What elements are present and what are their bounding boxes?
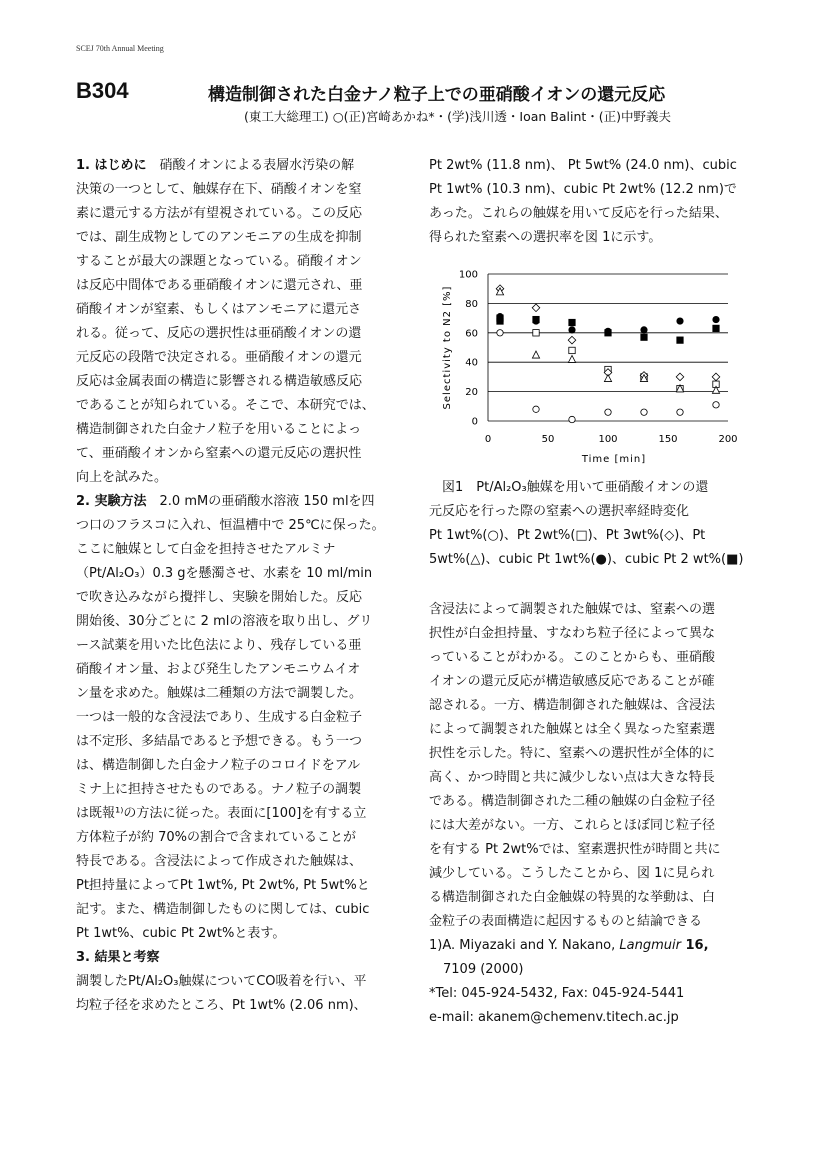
- data-point-circle-open: [569, 416, 575, 422]
- text-line: 決策の一つとして、触媒存在下、硝酸イオンを窒: [76, 182, 362, 197]
- data-point-diamond-open: [676, 373, 684, 381]
- caption-line: 図1 Pt/Al₂O₃触媒を用いて亜硝酸イオンの還: [429, 480, 709, 495]
- left-column: [76, 154, 408, 1018]
- text-line: 硝酸イオンが窒素、もしくはアンモニアに還元さ: [76, 302, 362, 317]
- sec2-first-line: [76, 490, 408, 514]
- data-point-square-filled: [677, 337, 683, 343]
- reference-line: [429, 934, 755, 958]
- text-line: である。構造制御された二種の触媒の白金粒子径: [429, 794, 716, 809]
- text-line: 減少している。こうしたことから、図 1に見られ: [429, 866, 715, 881]
- data-point-triangle-open: [568, 355, 575, 362]
- data-point-square-filled: [605, 330, 611, 336]
- text-line: 硝酸イオン量、および発生したアンモニウムイオ: [76, 662, 361, 677]
- text-line: することが最大の課題となっている。硝酸イオン: [76, 254, 362, 269]
- text-line: る構造制御された白金触媒の特異的な挙動は、白: [429, 890, 716, 905]
- y-tick-label: 20: [465, 387, 478, 399]
- data-point-circle-filled: [641, 327, 647, 333]
- text-line: 均粒子径を求めたところ、Pt 1wt% (2.06 nm)、: [76, 998, 367, 1013]
- data-point-square-filled: [569, 319, 575, 325]
- text-line: 含浸法によって調製された触媒では、窒素への選: [429, 602, 716, 617]
- data-point-square-filled: [641, 334, 647, 340]
- contact-email: e-mail: akanem@chemenv.titech.ac.jp: [429, 1010, 679, 1025]
- text-line: ミナ上に担持させたものである。ナノ粒子の調製: [76, 782, 362, 797]
- text-line: 調製したPt/Al₂O₃触媒についてCO吸着を行い、平: [76, 974, 367, 989]
- text-line: 向上を試みた。: [76, 470, 168, 485]
- data-point-triangle-open: [604, 375, 611, 382]
- figure-caption: [429, 476, 755, 572]
- text-line: で吹き込みながら攪拌し、実験を開始した。反応: [76, 590, 363, 605]
- text-line: Pt担持量によってPt 1wt%, Pt 2wt%, Pt 5wt%と: [76, 878, 370, 893]
- text-line: は既報¹⁾の方法に従った。表面に[100]を有する立: [76, 806, 367, 821]
- caption-line: Pt 1wt%(○)、Pt 2wt%(□)、Pt 3wt%(◇)、Pt: [429, 528, 706, 543]
- data-point-circle-open: [533, 406, 539, 412]
- text-line: 開始後、30分ごとに 2 mlの溶液を取り出し、グリ: [76, 614, 373, 629]
- y-tick-label: 60: [465, 328, 478, 340]
- text-line: イオンの還元反応が構造敏感反応であることが確: [429, 674, 715, 689]
- text-line: 方体粒子が約 70%の割合で含まれていることが: [76, 830, 357, 845]
- text-line: ここに触媒として白金を担持させたアルミナ: [76, 542, 336, 557]
- text-line: ン量を求めた。触媒は二種類の方法で調製した。: [76, 686, 363, 701]
- text-line: Pt 1wt% (10.3 nm)、cubic Pt 2wt% (12.2 nm)で: [429, 182, 737, 197]
- text-line: であることが知られている。そこで、本研究では、: [76, 398, 375, 413]
- data-point-circle-filled: [677, 318, 683, 324]
- text-line: っていることがわかる。このことからも、亜硝酸: [429, 650, 716, 665]
- text-line: あった。これらの触媒を用いて反応を行った結果、: [429, 206, 728, 221]
- paper-title: 構造制御された白金ナノ粒子上での亜硝酸イオンの還元反応: [208, 85, 666, 105]
- y-axis-label: Selectivity to N2 [%]: [442, 285, 453, 410]
- text-line: 得られた窒素への選択率を図 1に示す。: [429, 230, 662, 245]
- y-tick-label: 100: [458, 269, 478, 281]
- x-tick-label: 200: [718, 434, 738, 445]
- text-line: は反応中間体である亜硝酸イオンに還元され、亜: [76, 278, 363, 293]
- text-line: ース試薬を用いた比色法により、残存している亜: [76, 638, 362, 653]
- text-line: Pt 2wt% (11.8 nm)、 Pt 5wt% (24.0 nm)、cubic: [429, 158, 737, 173]
- data-point-square-filled: [533, 316, 539, 322]
- x-axis-label: Time [min]: [581, 454, 647, 465]
- data-point-circle-open: [605, 409, 611, 415]
- text-line: 一つは一般的な含浸法であり、生成する白金粒子: [76, 710, 363, 725]
- text-line: （Pt/Al₂O₃）0.3 gを懸濁させ、水素を 10 ml/min: [76, 566, 373, 581]
- selectivity-chart: [436, 264, 756, 474]
- x-tick-label: 100: [598, 434, 618, 445]
- reference-volume: 16,: [680, 938, 709, 953]
- text-line: 記す。また、構造制御したものに関しては、cubic: [76, 902, 370, 917]
- section-heading-intro: 1. はじめに: [76, 158, 147, 173]
- y-tick-label: 80: [465, 298, 478, 310]
- text-line: て、亜硝酸イオンから窒素への還元反応の選択性: [76, 446, 362, 461]
- data-point-circle-filled: [569, 327, 575, 333]
- x-tick-label: 50: [541, 434, 555, 445]
- caption-line: 元反応を行った際の窒素への選択率経時変化: [429, 504, 690, 519]
- data-point-circle-filled: [713, 316, 719, 322]
- text-line: 反応は金属表面の構造に影響される構造敏感反応: [76, 374, 363, 389]
- text-line: 認される。一方、構造制御された触媒は、含浸法: [429, 698, 716, 713]
- text-line: 択性が白金担持量、すなわち粒子径によって異な: [429, 626, 716, 641]
- reference-journal: Langmuir: [619, 938, 681, 953]
- paper-authors: (東工大総理工) ○(正)宮崎あかね*・(学)浅川透・Ioan Balint・(正)中野義夫: [244, 109, 672, 124]
- data-point-circle-open: [497, 330, 503, 336]
- data-point-diamond-open: [712, 373, 720, 381]
- x-tick-label: 150: [658, 434, 678, 445]
- text-line: は不定形、多結晶であると予想できる。もう一つ: [76, 734, 363, 749]
- sec1-first-line: [76, 154, 408, 178]
- text-line: 高く、かつ時間と共に減少しない点は大きな特長: [429, 770, 715, 785]
- presentation-code: B304: [76, 78, 129, 103]
- x-tick-label: 0: [484, 434, 492, 445]
- text-line: 元反応の段階で決定される。亜硝酸イオンの還元: [76, 350, 362, 365]
- section-heading-methods: 2. 実験方法: [76, 494, 147, 509]
- text-line: 択性を示した。特に、窒素への選択性が全体的に: [429, 746, 716, 761]
- text-line: 硝酸イオンによる表層水汚染の解: [146, 158, 355, 173]
- y-tick-label: 0: [471, 416, 478, 428]
- text-line: 素に還元する方法が有望視されている。この反応: [76, 206, 363, 221]
- text-line: では、副生成物としてのアンモニアの生成を抑制: [76, 230, 362, 245]
- data-point-diamond-open: [532, 304, 540, 312]
- text-line: 2.0 mMの亜硝酸水溶液 150 mlを四: [146, 494, 375, 509]
- text-line: には大差がない。一方、これらとほぼ同じ粒子径: [429, 818, 716, 833]
- right-column-body: [429, 598, 755, 1030]
- data-point-circle-open: [641, 409, 647, 415]
- data-point-square-filled: [713, 325, 719, 331]
- contact-phone: *Tel: 045-924-5432, Fax: 045-924-5441: [429, 986, 685, 1001]
- right-column-top: [429, 154, 755, 250]
- data-point-triangle-open: [532, 351, 539, 358]
- text-line: 金粒子の表面構造に起因するものと結論できる: [429, 914, 703, 929]
- meeting-name: SCEJ 70th Annual Meeting: [76, 44, 164, 53]
- text-line: は、構造制御した白金ナノ粒子のコロイドをアル: [76, 758, 361, 773]
- data-point-square-open: [569, 347, 575, 353]
- text-line: 特長である。含浸法によって作成された触媒は、: [76, 854, 363, 869]
- data-point-circle-open: [713, 402, 719, 408]
- text-line: Pt 1wt%、cubic Pt 2wt%と表す。: [76, 926, 286, 941]
- section-heading-results: 3. 結果と考察: [76, 950, 160, 965]
- reference-authors: 1)A. Miyazaki and Y. Nakano,: [429, 938, 620, 953]
- data-point-circle-open: [677, 409, 683, 415]
- text-line: によって調製された触媒とは全く異なった窒素選: [429, 722, 716, 737]
- text-line: つ口のフラスコに入れ、恒温槽中で 25℃に保った。: [76, 518, 385, 533]
- text-line: を有する Pt 2wt%では、窒素選択性が時間と共に: [429, 842, 721, 857]
- data-point-diamond-open: [568, 336, 576, 344]
- data-point-square-filled: [497, 318, 503, 324]
- text-line: れる。従って、反応の選択性は亜硝酸イオンの還: [76, 326, 362, 341]
- y-tick-label: 40: [465, 357, 478, 369]
- reference-line: 7109 (2000): [443, 962, 524, 977]
- text-line: 構造制御された白金ナノ粒子を用いることによっ: [76, 422, 362, 437]
- data-point-square-open: [533, 330, 539, 336]
- caption-line: 5wt%(△)、cubic Pt 1wt%(●)、cubic Pt 2 wt%(■): [429, 552, 744, 567]
